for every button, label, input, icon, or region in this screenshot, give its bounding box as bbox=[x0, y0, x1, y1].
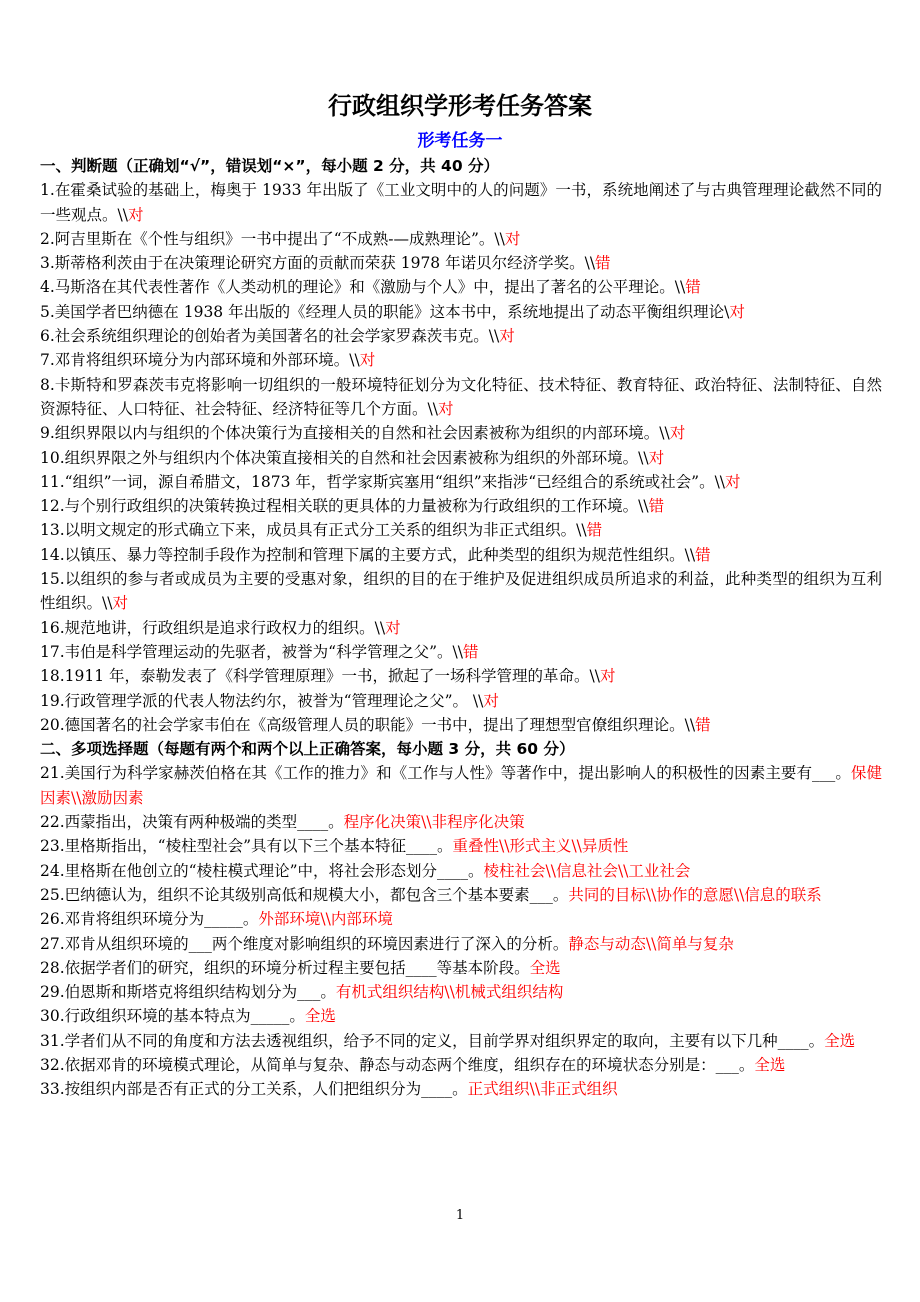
answer-text: 全选 bbox=[529, 958, 561, 977]
question-text: 29.伯恩斯和斯塔克将组织结构划分为___。 bbox=[40, 983, 336, 1002]
question-text: 3.斯蒂格利茨由于在决策理论研究方面的贡献而荣获 1978 年诺贝尔经济学奖。\\ bbox=[40, 254, 596, 273]
question-item bbox=[40, 640, 882, 664]
question-item bbox=[40, 324, 882, 348]
answer-text: 对 bbox=[483, 691, 499, 710]
answer-text: 对 bbox=[725, 472, 741, 491]
answer-text: 有机式组织结构\\机械式组织结构 bbox=[335, 983, 564, 1002]
question-text: 10.组织界限之外与组织内个体决策直接相关的自然和社会因素被称为组织的外部环境。\\ bbox=[40, 448, 649, 467]
page-number: 1 bbox=[455, 1208, 465, 1223]
page-subtitle: 形考任务一 bbox=[417, 131, 503, 151]
question-item bbox=[40, 1004, 882, 1028]
answer-text: 重叠性\\形式主义\\异质性 bbox=[452, 837, 629, 856]
section-heading: 二、多项选择题（每题有两个和两个以上正确答案，每小题 3 分，共 60 分） bbox=[40, 740, 575, 759]
answer-text: 保健因素\\激励因素 bbox=[40, 764, 882, 807]
question-item bbox=[40, 932, 882, 956]
question-text: 4.马斯洛在其代表性著作《人类动机的理论》和《激励与个人》中，提出了著名的公平理论。\\ bbox=[40, 278, 686, 297]
question-item bbox=[40, 907, 882, 931]
question-text: 9.组织界限以内与组织的个体决策行为直接相关的自然和社会因素被称为组织的内部环境。\\ bbox=[40, 424, 670, 443]
answer-text: 对 bbox=[648, 448, 665, 467]
question-item bbox=[40, 421, 882, 445]
question-text: 12.与个别行政组织的决策转换过程相关联的更具体的力量被称为行政组织的工作环境。\\ bbox=[40, 497, 649, 516]
question-text: 8.卡斯特和罗森茨韦克将影响一切组织的一般环境特征划分为文化特征、技术特征、教育特征、政治特征、法制特征、自然资源特征、人口特征、社会特征、经济特征等几个方面。\\ bbox=[40, 375, 882, 418]
answer-text: 共同的目标\\协作的意愿\\信息的联系 bbox=[568, 885, 822, 904]
question-text: 1.在霍桑试验的基础上，梅奥于 1933 年出版了《工业文明中的人的问题》一书，系统地阐述了与古典管理理论截然不同的一些观点。\\ bbox=[40, 181, 882, 224]
answer-text: 错 bbox=[695, 715, 711, 734]
question-text: 7.邓肯将组织环境分为内部环境和外部环境。\\ bbox=[40, 351, 360, 370]
question-text: 11.“组织”一词，源自希腊文，1873 年，哲学家斯宾塞用“组织”来指涉“已经组合的系统或社会”。\\ bbox=[40, 472, 726, 491]
question-text: 30.行政组织环境的基本特点为_____。 bbox=[40, 1007, 305, 1026]
answer-text: 棱柱社会\\信息社会\\工业社会 bbox=[483, 861, 691, 880]
answer-text: 对 bbox=[504, 229, 521, 248]
question-item bbox=[40, 300, 882, 324]
question-item bbox=[40, 956, 882, 980]
question-item bbox=[40, 616, 882, 640]
question-item bbox=[40, 227, 882, 251]
question-text: 26.邓肯将组织环境分为_____。 bbox=[40, 910, 259, 929]
question-item bbox=[40, 470, 882, 494]
answer-text: 全选 bbox=[304, 1007, 336, 1026]
question-text: 25.巴纳德认为，组织不论其级别高低和规模大小，都包含三个基本要素___。 bbox=[40, 885, 569, 904]
question-item bbox=[40, 543, 882, 567]
page-title: 行政组织学形考任务答案 bbox=[328, 91, 592, 120]
answer-text: 对 bbox=[729, 302, 745, 321]
question-text: 28.依据学者们的研究，组织的环境分析过程主要包括____等基本阶段。 bbox=[40, 958, 530, 977]
answer-text: 错 bbox=[595, 254, 611, 273]
question-item bbox=[40, 275, 882, 299]
question-text: 2.阿吉里斯在《个性与组织》一书中提出了“不成熟-—成熟理论”。\\ bbox=[40, 229, 505, 248]
question-text: 15.以组织的参与者或成员为主要的受惠对象，组织的目的在于维护及促进组织成员所追求的利益，此种类型的组织为互利性组织。\\ bbox=[40, 570, 882, 613]
question-item bbox=[40, 178, 882, 227]
question-item bbox=[40, 1029, 882, 1053]
question-item bbox=[40, 348, 882, 372]
answer-text: 全选 bbox=[824, 1031, 856, 1050]
question-item bbox=[40, 251, 882, 275]
question-item bbox=[40, 373, 882, 422]
question-item bbox=[40, 810, 882, 834]
question-text: 20.德国著名的社会学家韦伯在《高级管理人员的职能》一书中，提出了理想型官僚组织理论。\\ bbox=[40, 715, 696, 734]
question-text: 14.以镇压、暴力等控制手段作为控制和管理下属的主要方式，此种类型的组织为规范性组织。\\ bbox=[40, 545, 696, 564]
question-item bbox=[40, 446, 882, 470]
question-item bbox=[40, 689, 882, 713]
question-item bbox=[40, 859, 882, 883]
question-item bbox=[40, 664, 882, 688]
question-item bbox=[40, 713, 882, 737]
question-text: 19.行政管理学派的代表人物法约尔，被誉为“管理理论之父”。 \\ bbox=[40, 691, 484, 710]
answer-text: 静态与动态\\简单与复杂 bbox=[568, 934, 734, 953]
question-text: 18.1911 年，泰勒发表了《科学管理原理》一书，掀起了一场科学管理的革命。\\ bbox=[40, 667, 600, 686]
answer-text: 错 bbox=[462, 642, 479, 661]
question-item bbox=[40, 761, 882, 810]
question-text: 32.依据邓肯的环境模式理论，从简单与复杂、静态与动态两个维度，组织存在的环境状态分别是：___。 bbox=[40, 1055, 755, 1074]
question-item bbox=[40, 980, 882, 1004]
answer-text: 程序化决策\\非程序化决策 bbox=[343, 813, 525, 832]
answer-text: 对 bbox=[599, 667, 616, 686]
section-heading: 一、判断题（正确划“√”，错误划“×”，每小题 2 分，共 40 分） bbox=[40, 157, 500, 175]
answer-text: 全选 bbox=[754, 1055, 786, 1074]
answer-text: 对 bbox=[669, 424, 686, 443]
answer-text: 外部环境\\内部环境 bbox=[258, 910, 393, 929]
answer-text: 对 bbox=[385, 618, 401, 637]
answer-text: 错 bbox=[685, 278, 701, 297]
question-item bbox=[40, 834, 882, 858]
question-text: 5.美国学者巴纳德在 1938 年出版的《经理人员的职能》这本书中，系统地提出了动态平衡组织理论\ bbox=[40, 302, 730, 321]
question-text: 33.按组织内部是否有正式的分工关系，人们把组织分为____。 bbox=[40, 1080, 468, 1099]
question-text: 22.西蒙指出，决策有两种极端的类型____。 bbox=[40, 813, 344, 832]
answer-text: 正式组织\\非正式组织 bbox=[467, 1080, 618, 1099]
question-text: 21.美国行为科学家赫茨伯格在其《工作的推力》和《工作与人性》等著作中，提出影响人的积极性的因素主要有___。 bbox=[40, 764, 851, 783]
question-text: 13.以明文规定的形式确立下来，成员具有正式分工关系的组织为非正式组织。\\ bbox=[40, 521, 587, 540]
question-item bbox=[40, 1077, 882, 1101]
answer-text: 对 bbox=[499, 327, 515, 346]
answer-text: 对 bbox=[112, 594, 128, 613]
answer-text: 对 bbox=[437, 399, 454, 418]
question-text: 24.里格斯在他创立的“棱柱模式理论”中，将社会形态划分____。 bbox=[40, 861, 484, 880]
question-item bbox=[40, 567, 882, 616]
question-text: 23.里格斯指出，“棱柱型社会”具有以下三个基本特征____。 bbox=[40, 837, 453, 856]
question-text: 6.社会系统组织理论的创始者为美国著名的社会学家罗森茨韦克。\\ bbox=[40, 327, 500, 346]
answer-text: 错 bbox=[586, 521, 603, 540]
question-item bbox=[40, 1053, 882, 1077]
question-item bbox=[40, 883, 882, 907]
question-text: 31.学者们从不同的角度和方法去透视组织，给予不同的定义，目前学界对组织界定的取向，主要有以下几种____。 bbox=[40, 1031, 825, 1050]
answer-text: 错 bbox=[695, 545, 711, 564]
answer-text: 对 bbox=[127, 205, 144, 224]
question-item bbox=[40, 494, 882, 518]
question-item bbox=[40, 518, 882, 542]
question-text: 27.邓肯从组织环境的___两个维度对影响组织的环境因素进行了深入的分析。 bbox=[40, 934, 569, 953]
document-body bbox=[40, 154, 882, 1102]
answer-text: 错 bbox=[648, 497, 665, 516]
answer-text: 对 bbox=[359, 351, 376, 370]
question-text: 17.韦伯是科学管理运动的先驱者，被誉为“科学管理之父”。\\ bbox=[40, 642, 463, 661]
question-text: 16.规范地讲，行政组织是追求行政权力的组织。\\ bbox=[40, 618, 386, 637]
